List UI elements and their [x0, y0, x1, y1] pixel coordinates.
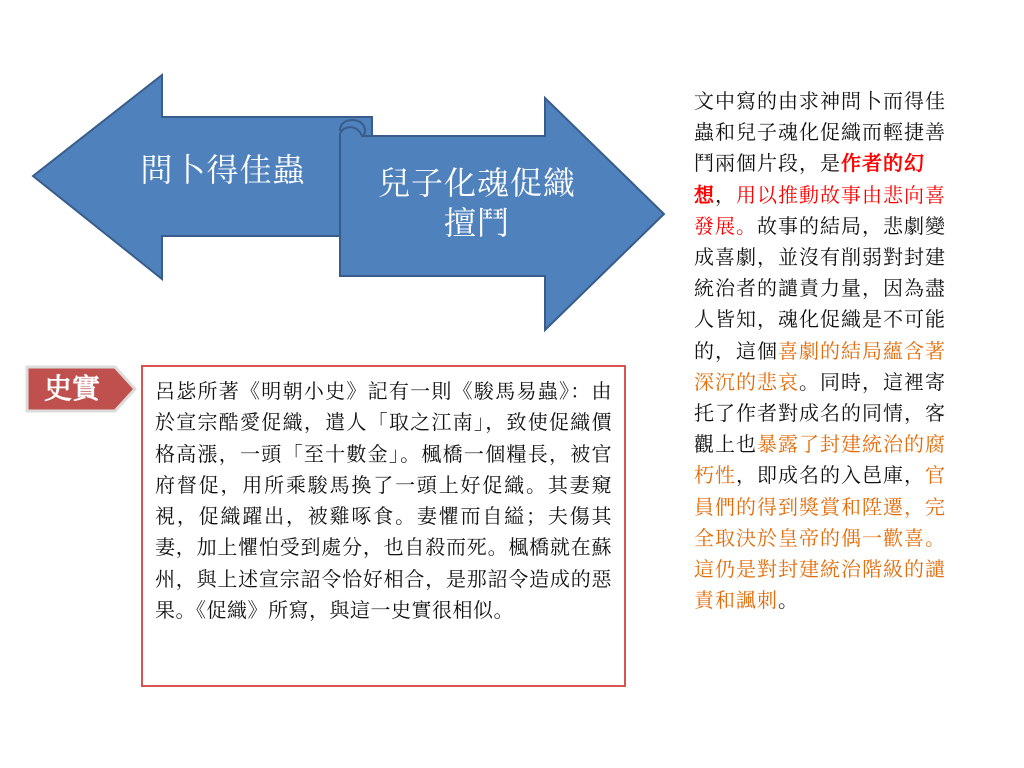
commentary-text-4: 。同時，這裡寄托了作者對成名的同情，客觀上也	[694, 369, 946, 457]
commentary-text-1: 文中寫的由求神問卜而得佳蟲和兒子魂化促織而輕捷善鬥兩個片段，是	[694, 89, 946, 176]
right-arrow-label: 兒子化魂促織 擅鬥	[377, 164, 576, 242]
commentary-highlight-sorrow: 喜劇的結局蘊含著深沉的悲哀	[694, 338, 946, 394]
commentary-text-5: ，即成名的入邑庫，	[736, 463, 925, 488]
commentary-text-3: 故事的結局，悲劇變成喜劇，並沒有削弱對封建統治者的譴責力量，因為盡人皆知，魂化促織是不可能的，這個	[694, 213, 946, 363]
left-arrow-label: 問卜得佳蟲	[140, 151, 306, 189]
commentary-highlight-author-fantasy: 作者的幻想	[694, 151, 925, 207]
commentary-text-2: ，	[715, 182, 736, 207]
historical-fact-text: 呂毖所著《明朝小史》記有一則《駿馬易蟲》：由於宣宗酷愛促織，遣人「取之江南」，致使促織價格高漲，一頭「至十數金」。楓橋一個糧長，被官府督促，用所乘駿馬換了一頭上好促織。其妻窺視，促織躍出，被雞啄食。妻懼而自縊；夫傷其妻，加上懼怕受到處分，也自殺而死。楓橋就在蘇州，與上述宣宗詔令恰好相合，是那詔令造成的惡果。《促織》所寫，與這一史實很相似。	[155, 379, 612, 623]
commentary-highlight-decay: 暴露了封建統治的腐朽性	[694, 432, 946, 488]
commentary-text-6: 。	[778, 588, 799, 613]
commentary-highlight-plot-drive: 用以推動故事由悲向喜發展。	[694, 182, 946, 238]
historical-fact-box	[141, 365, 626, 687]
commentary-paragraph	[694, 86, 950, 616]
history-tag-label: 史實	[43, 372, 100, 405]
commentary-highlight-officials: 官員們的得到獎賞和陞遷，完全取決於皇帝的偶一歡喜。這仍是對封建統治階級的譴責和諷刺	[694, 463, 946, 613]
